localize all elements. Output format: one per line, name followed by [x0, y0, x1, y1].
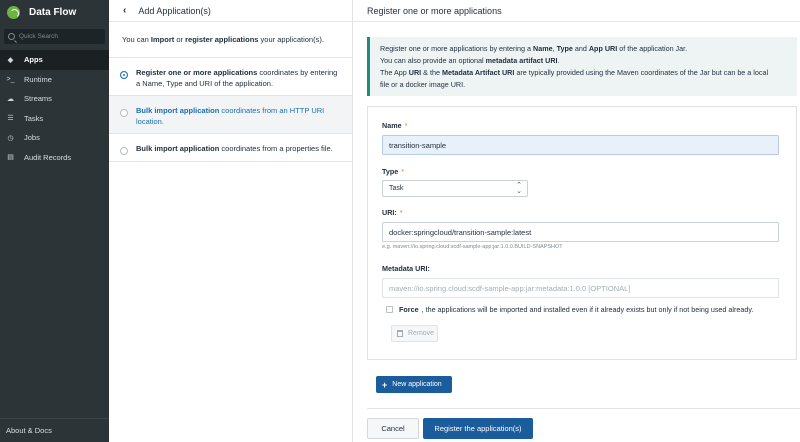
about-docs-label: About & Docs: [6, 426, 52, 435]
register-header: [353, 0, 800, 22]
info-bold: Type: [556, 44, 573, 53]
force-checkbox[interactable]: [386, 306, 393, 313]
trash-icon: [397, 330, 403, 337]
intro-mid: or: [174, 35, 186, 44]
cloud-icon: ☁: [7, 95, 14, 103]
remove-button[interactable]: [391, 325, 438, 342]
radio-icon[interactable]: [120, 147, 128, 155]
intro-post: your application(s).: [258, 35, 324, 44]
select-arrows-icon: ⌃ ⌄: [516, 182, 522, 195]
panel-header: [109, 0, 352, 22]
document-icon: ▤: [7, 154, 14, 162]
sidebar-item-label: Streams: [24, 94, 52, 104]
info-bold: URI: [408, 68, 422, 77]
intro-text: [109, 22, 352, 58]
info-line-2: [380, 55, 797, 67]
sidebar: [0, 0, 109, 442]
metadata-uri-label: Metadata URI:: [382, 264, 430, 273]
info-text: ,: [552, 44, 557, 53]
force-checkbox-row[interactable]: [382, 305, 753, 314]
info-bold: App URI: [588, 44, 618, 53]
sidebar-item-jobs[interactable]: [0, 128, 109, 148]
required-mark: *: [399, 208, 403, 217]
new-application-button[interactable]: [376, 376, 452, 393]
about-docs-link[interactable]: [0, 418, 109, 442]
info-text: and: [572, 44, 589, 53]
sidebar-item-streams[interactable]: [0, 89, 109, 109]
uri-hint: e.g. maven://io.spring.cloud:scdf-sample-app:jar:1.0.0.BUILD-SNAPSHOT: [382, 244, 563, 250]
application-form: [367, 106, 797, 360]
intro-import: Import: [150, 35, 175, 44]
sidebar-item-audit-records[interactable]: [0, 148, 109, 168]
type-select-value: Task: [389, 185, 404, 192]
option-register[interactable]: [109, 58, 352, 96]
brand[interactable]: [0, 0, 109, 24]
uri-input[interactable]: docker:springcloud/transition-sample:latest: [382, 222, 779, 242]
info-text: & the: [421, 68, 442, 77]
cancel-button[interactable]: Cancel: [367, 418, 419, 439]
register-panel: [353, 0, 800, 442]
plus-icon: +: [382, 379, 388, 390]
force-bold: Force: [399, 305, 419, 314]
info-text: You can also provide an optional: [380, 56, 486, 65]
option-desc: coordinates from a properties file.: [219, 144, 333, 153]
quick-search-placeholder: Quick Search: [19, 33, 59, 40]
intro-pre: You can: [122, 35, 151, 44]
option-desc: coordinates by entering a Name, Type and URI of the application.: [136, 68, 338, 88]
uri-label: [382, 208, 403, 217]
spring-logo-icon: [7, 6, 20, 19]
info-text: The App: [380, 68, 409, 77]
tag-icon: ◆: [7, 56, 14, 64]
info-box: [367, 37, 797, 96]
info-bold: Name: [533, 44, 553, 53]
option-bold: Bulk import application: [136, 106, 220, 115]
sidebar-item-label: Apps: [24, 55, 43, 65]
name-label: [382, 121, 407, 130]
required-mark: *: [401, 167, 405, 176]
name-label-text: Name: [382, 121, 402, 130]
info-line-3: [380, 67, 797, 79]
option-bulk-uri[interactable]: [109, 96, 352, 134]
info-bold: metadata artifact URI: [485, 56, 558, 65]
name-input[interactable]: transition-sample: [382, 135, 779, 155]
required-mark: *: [404, 121, 408, 130]
option-text: [136, 143, 333, 161]
footer-divider: [367, 408, 800, 409]
type-select[interactable]: [382, 180, 528, 197]
new-application-label: New application: [392, 381, 442, 388]
sidebar-item-label: Jobs: [24, 133, 40, 143]
radio-selected-icon[interactable]: [120, 71, 128, 79]
brand-title: Data Flow: [29, 6, 77, 18]
search-icon: [8, 33, 15, 40]
radio-icon[interactable]: [120, 109, 128, 117]
option-bold: Register one or more applications: [136, 68, 258, 77]
panel-title: Add Application(s): [138, 5, 211, 16]
info-line-4: file or a docker image URI.: [380, 80, 466, 89]
option-bulk-file[interactable]: [109, 134, 352, 162]
type-label: [382, 167, 404, 176]
info-line-1: [380, 43, 797, 55]
option-text: [136, 105, 342, 133]
type-label-text: Type: [382, 167, 399, 176]
quick-search-input[interactable]: [4, 29, 105, 44]
sidebar-item-label: Audit Records: [24, 152, 72, 162]
info-bold: Metadata Artifact URI: [441, 68, 515, 77]
back-chevron-icon[interactable]: ‹: [123, 5, 127, 16]
sidebar-item-label: Tasks: [24, 113, 44, 123]
info-text: are typically provided using the Maven coordinates of the Jar but can be a local: [514, 68, 769, 77]
info-text: .: [557, 56, 560, 65]
sidebar-item-runtime[interactable]: [0, 70, 109, 90]
clock-icon: ◷: [7, 134, 14, 142]
metadata-uri-input[interactable]: maven://io.spring.cloud:scdf-sample-app:jar:metadata:1.0.0 [OPTIONAL]: [382, 278, 779, 298]
option-desc: coordinates from an HTTP URI location.: [136, 106, 325, 126]
terminal-icon: >_: [6, 75, 15, 83]
option-bold: Bulk import application: [136, 144, 220, 153]
info-text: Register one or more applications by entering a: [380, 44, 534, 53]
option-text: [136, 67, 342, 95]
register-title: Register one or more applications: [367, 5, 502, 16]
add-application-panel: [109, 0, 353, 442]
force-text: , the applications will be imported and installed even if it already exists but only if not being used already.: [421, 305, 754, 314]
info-text: of the application Jar.: [617, 44, 688, 53]
register-button[interactable]: Register the application(s): [423, 418, 533, 439]
list-icon: ☰: [7, 115, 14, 123]
sidebar-item-label: Runtime: [24, 74, 52, 84]
sidebar-item-apps[interactable]: [0, 50, 109, 70]
intro-register: register applications: [185, 35, 259, 44]
sidebar-item-tasks[interactable]: [0, 109, 109, 129]
uri-label-text: URI:: [382, 208, 397, 217]
remove-label: Remove: [408, 330, 435, 337]
